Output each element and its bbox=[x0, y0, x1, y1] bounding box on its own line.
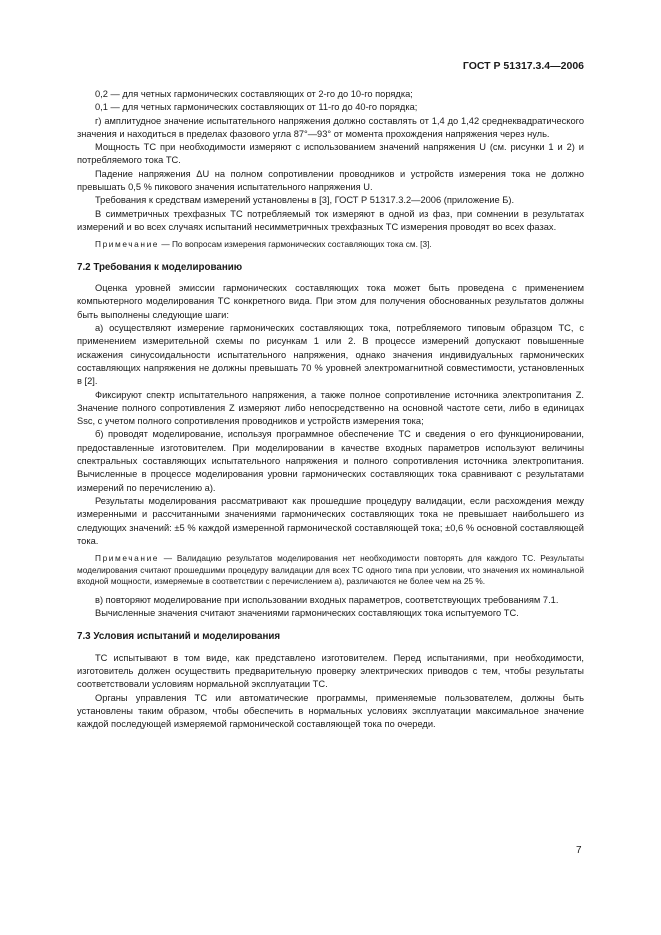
note-label: Примечание bbox=[95, 553, 160, 564]
note-label: Примечание bbox=[95, 239, 160, 250]
paragraph: Фиксируют спектр испытательного напряжения, а также полное сопротивление источника электропитания Z. Значение полного сопротивления Z измеряют либо непосредственно на основной частоте сети, либо в единицах Ssc, с учетом полного сопротивления проводников и устройств измерения тока; bbox=[77, 389, 584, 427]
section-heading: 7.2 Требования к моделированию bbox=[77, 261, 243, 273]
paragraph: Мощность ТС при необходимости измеряют с использованием значений напряжения U (см. рисунки 1 и 2) и потребляемого тока ТС. bbox=[77, 142, 584, 166]
paragraph: 0,2 — для четных гармонических составляющих от 2-го до 10-го порядка; bbox=[95, 89, 413, 99]
paragraph: Требования к средствам измерений установлены в [3], ГОСТ Р 51317.3.2—2006 (приложение Б). bbox=[95, 195, 515, 206]
paragraph: Вычисленные значения считают значениями гармонических составляющих тока испытуемого ТС. bbox=[95, 608, 519, 619]
paragraph: 0,1 — для четных гармонических составляющих от 11-го до 40-го порядка; bbox=[95, 102, 418, 113]
paragraph: ТС испытывают в том виде, как представлено изготовителем. Перед испытаниями, при необходимости, изготовитель должен осуществить предварительную проверку электрических приводов с тем, чтобы результаты соответствовали условиям нормальной эксплуатации ТС. bbox=[77, 652, 584, 690]
paragraph: В симметричных трехфазных ТС потребляемый ток измеряют в одной из фаз, при сомнении в результатах измерений и во всех случаях испытаний несимметричных трехфазных ТС измерения проводят во всех фазах. bbox=[77, 208, 584, 232]
page-number: 7 bbox=[576, 845, 582, 856]
paragraph: Органы управления ТС или автоматические программы, применяемые пользователем, должны быть установлены таким образом, чтобы обеспечить в нормальных условиях эксплуатации максимальное значение каждой последующей измеряемой гармонической составляющей тока по очереди. bbox=[77, 692, 584, 730]
paragraph: Падение напряжения ΔU на полном сопротивлении проводников и устройств измерения тока не должно превышать 0,5 % пикового значения испытательного напряжения U. bbox=[77, 168, 584, 193]
document-id: ГОСТ Р 51317.3.4—2006 bbox=[462, 60, 584, 72]
paragraph: Оценка уровней эмиссии гармонических составляющих тока может быть проведена с применением компьютерного моделирования ТС конкретного вида. При этом для получения обоснованных результатов должны быть выполнены следующие шаги: bbox=[77, 283, 584, 320]
section-heading: 7.3 Условия испытаний и моделирования bbox=[77, 631, 281, 643]
note-text: — Валидацию результатов моделирования нет необходимости повторять для каждого ТС. Результаты моделирования считают прошедшими процедуру валидации для всех ТС одного типа при условии, что значения их номинальной входной мощности, измеряемые в соответствии с перечислением а), различаются не более чем на 25 %. bbox=[77, 553, 584, 587]
paragraph: в) повторяют моделирование при использовании входных параметров, соответствующих требованиям 7.1. bbox=[95, 594, 559, 605]
paragraph: а) осуществляют измерение гармонических составляющих тока, потребляемого типовым образцом ТС, с применением измерительной схемы по рисункам 1 или 2. В процессе измерений допускают повышенные искажения синусоидальности испытательного напряжения, однако значения индивидуальных гармонических составляющих напряжения не должны превышать 70 % уровней электромагнитной совместимости, установленных в [2]. bbox=[77, 323, 584, 387]
note bbox=[77, 553, 584, 588]
paragraph: Результаты моделирования рассматривают как прошедшие процедуру валидации, если расхождения между измеренными и рассчитанными значениями гармонических составляющих тока не превышает наибольшего из следующих значений: ±5 % каждой измеренной гармонической составляющей тока; ±0,6 % основной составляющей тока. bbox=[77, 495, 584, 546]
note-text: — По вопросам измерения гармонических составляющих тока см. [3]. bbox=[159, 239, 432, 250]
note bbox=[77, 239, 584, 251]
paragraph: б) проводят моделирование, используя программное обеспечение ТС и сведения о его функционировании, предоставленные изготовителем. При моделировании в качестве входных параметров используют величины спектральных составляющих испытательного напряжения и полного сопротивления источника электропитания. Вычисленные в процессе моделирования уровни гармонических составляющих тока сравнивают с результатами измерений по перечислению а). bbox=[77, 429, 584, 493]
page-content bbox=[77, 88, 584, 732]
paragraph: г) амплитудное значение испытательного напряжения должно составлять от 1,4 до 1,42 среднеквадратического значения и находиться в пределах фазового угла 87°—93° от момента прохождения напряжения через нуль. bbox=[77, 115, 584, 139]
